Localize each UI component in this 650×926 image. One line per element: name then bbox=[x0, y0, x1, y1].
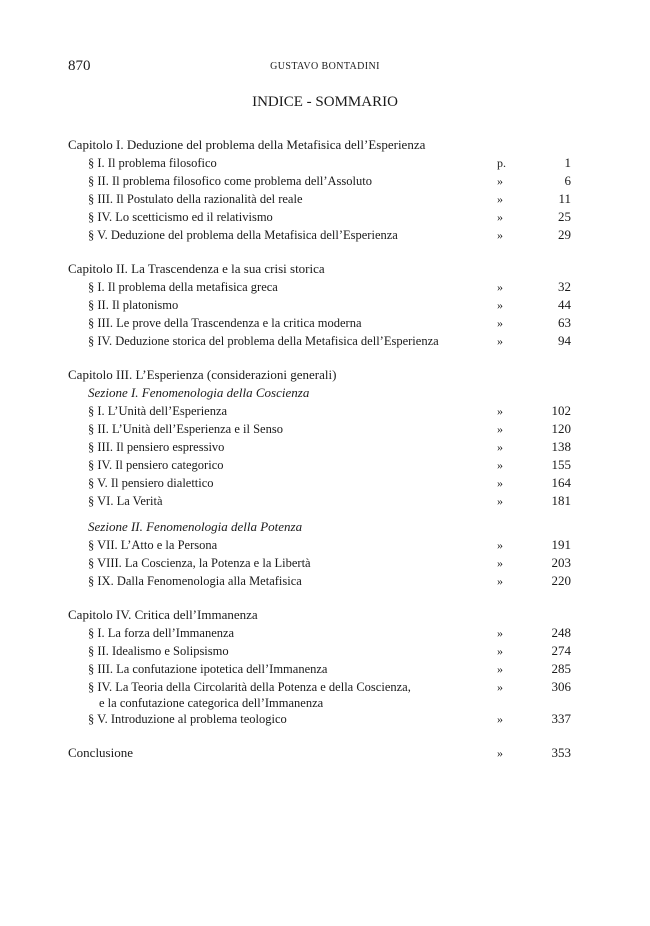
entry-title: § VIII. La Coscienza, la Potenza e la Libertà bbox=[88, 556, 311, 570]
entry-marker: » bbox=[497, 662, 503, 676]
section-label: Sezione II. Fenomenologia della Potenza bbox=[88, 519, 303, 534]
entry-title: § III. Il pensiero espressivo bbox=[88, 440, 225, 454]
toc-entry bbox=[68, 660, 571, 678]
entry-marker: » bbox=[497, 574, 503, 588]
entry-marker: » bbox=[497, 298, 503, 312]
entry-marker: » bbox=[497, 440, 503, 454]
entry-marker: » bbox=[497, 458, 503, 472]
entry-page: 285 bbox=[551, 661, 571, 676]
toc-entry bbox=[68, 642, 571, 660]
toc-entry bbox=[68, 710, 571, 728]
running-head: GUSTAVO BONTADINI bbox=[270, 61, 380, 72]
entry-title: § IX. Dalla Fenomenologia alla Metafisica bbox=[88, 574, 302, 588]
toc-entry bbox=[68, 314, 571, 332]
entry-title: § IV. Deduzione storica del problema della Metafisica dell’Esperienza bbox=[88, 334, 439, 348]
entry-marker: » bbox=[497, 644, 503, 658]
entry-page: 29 bbox=[558, 227, 571, 242]
entry-title: § II. Idealismo e Solipsismo bbox=[88, 644, 229, 658]
entry-title bbox=[88, 678, 411, 710]
entry-title: § II. L’Unità dell’Esperienza e il Senso bbox=[88, 422, 283, 436]
entry-page: 248 bbox=[551, 625, 571, 640]
entry-page: 25 bbox=[558, 209, 571, 224]
entry-page: 102 bbox=[551, 403, 571, 418]
entry-page: 220 bbox=[551, 573, 571, 588]
chapter-title: Capitolo IV. Critica dell’Immanenza bbox=[68, 607, 258, 622]
entry-page: 63 bbox=[558, 315, 571, 330]
entry-title: § I. Il problema della metafisica greca bbox=[88, 280, 278, 294]
entry-page: 353 bbox=[551, 745, 571, 760]
entry-title: § III. Le prove della Trascendenza e la critica moderna bbox=[88, 316, 362, 330]
entry-marker: » bbox=[497, 192, 503, 206]
entry-title: § III. La confutazione ipotetica dell’Immanenza bbox=[88, 662, 328, 676]
toc-entry bbox=[68, 678, 571, 710]
entry-title-line: e la confutazione categorica dell’Immanenza bbox=[99, 696, 324, 710]
entry-page: 155 bbox=[551, 457, 571, 472]
toc-entry bbox=[68, 226, 571, 244]
entry-marker: » bbox=[497, 174, 503, 188]
entry-page: 44 bbox=[558, 297, 571, 312]
entry-page: 203 bbox=[551, 555, 571, 570]
entry-title: § I. Il problema filosofico bbox=[88, 156, 217, 170]
chapter-title: Capitolo II. La Trascendenza e la sua crisi storica bbox=[68, 261, 325, 276]
entry-marker: » bbox=[497, 316, 503, 330]
entry-marker: p. bbox=[497, 156, 506, 170]
entry-page: 11 bbox=[558, 191, 571, 206]
entry-page: 181 bbox=[551, 493, 571, 508]
toc-entry bbox=[68, 438, 571, 456]
page-number: 870 bbox=[68, 58, 91, 74]
toc-entry bbox=[68, 536, 571, 554]
chapter-title: Capitolo III. L’Esperienza (considerazioni generali) bbox=[68, 367, 337, 382]
entry-title: § I. L’Unità dell’Esperienza bbox=[88, 404, 228, 418]
entry-page: 306 bbox=[551, 679, 571, 694]
toc-entry bbox=[68, 420, 571, 438]
entry-marker: » bbox=[497, 210, 503, 224]
entry-marker: » bbox=[497, 228, 503, 242]
entry-page: 120 bbox=[551, 421, 571, 436]
chapter-title: Capitolo I. Deduzione del problema della Metafisica dell’Esperienza bbox=[68, 137, 426, 152]
toc-entry bbox=[68, 624, 571, 642]
entry-marker: » bbox=[497, 280, 503, 294]
toc-entry bbox=[68, 492, 571, 510]
entry-title: § V. Il pensiero dialettico bbox=[88, 476, 214, 490]
toc-entry bbox=[68, 402, 571, 420]
entry-page: 164 bbox=[551, 475, 571, 490]
entry-marker: » bbox=[497, 680, 503, 694]
entry-title: § II. Il problema filosofico come problema dell’Assoluto bbox=[88, 174, 372, 188]
entry-title: § V. Deduzione del problema della Metafisica dell’Esperienza bbox=[88, 228, 398, 242]
entry-title: § IV. Il pensiero categorico bbox=[88, 458, 224, 472]
entry-page: 138 bbox=[551, 439, 571, 454]
entry-page: 191 bbox=[551, 537, 571, 552]
entry-title: § IV. Lo scetticismo ed il relativismo bbox=[88, 210, 273, 224]
entry-page: 32 bbox=[558, 279, 571, 294]
entry-title-line: § IV. La Teoria della Circolarità della Potenza e della Coscienza, bbox=[88, 680, 411, 694]
toc-entry bbox=[68, 296, 571, 314]
conclusion-label: Conclusione bbox=[68, 745, 133, 760]
entry-marker: » bbox=[497, 746, 503, 760]
toc-entry bbox=[68, 456, 571, 474]
toc-entry bbox=[68, 154, 571, 172]
entry-marker: » bbox=[497, 712, 503, 726]
entry-marker: » bbox=[497, 422, 503, 436]
entry-marker: » bbox=[497, 538, 503, 552]
entry-page: 94 bbox=[558, 333, 571, 348]
entry-title: § VI. La Verità bbox=[88, 494, 163, 508]
toc-entry bbox=[68, 172, 571, 190]
entry-page: 337 bbox=[551, 711, 571, 726]
entry-marker: » bbox=[497, 476, 503, 490]
entry-marker: » bbox=[497, 334, 503, 348]
toc-entry bbox=[68, 332, 571, 350]
toc-entry bbox=[68, 554, 571, 572]
toc-entry bbox=[68, 572, 571, 590]
section-label: Sezione I. Fenomenologia della Coscienza bbox=[88, 385, 310, 400]
toc-entry bbox=[68, 190, 571, 208]
entry-marker: » bbox=[497, 626, 503, 640]
entry-page: 6 bbox=[564, 173, 571, 188]
toc-entry bbox=[68, 208, 571, 226]
entry-title: § I. La forza dell’Immanenza bbox=[88, 626, 235, 640]
entry-page: 1 bbox=[564, 155, 571, 170]
entry-marker: » bbox=[497, 556, 503, 570]
table-of-contents bbox=[68, 136, 571, 762]
toc-entry bbox=[68, 278, 571, 296]
toc-entry bbox=[68, 474, 571, 492]
entry-title: § V. Introduzione al problema teologico bbox=[88, 712, 287, 726]
index-title: INDICE - SOMMARIO bbox=[252, 94, 398, 110]
entry-marker: » bbox=[497, 404, 503, 418]
entry-title: § III. Il Postulato della razionalità del reale bbox=[88, 192, 303, 206]
entry-title: § II. Il platonismo bbox=[88, 298, 179, 312]
entry-title: § VII. L’Atto e la Persona bbox=[88, 538, 218, 552]
conclusion-entry bbox=[68, 744, 571, 762]
entry-page: 274 bbox=[551, 643, 571, 658]
entry-marker: » bbox=[497, 494, 503, 508]
